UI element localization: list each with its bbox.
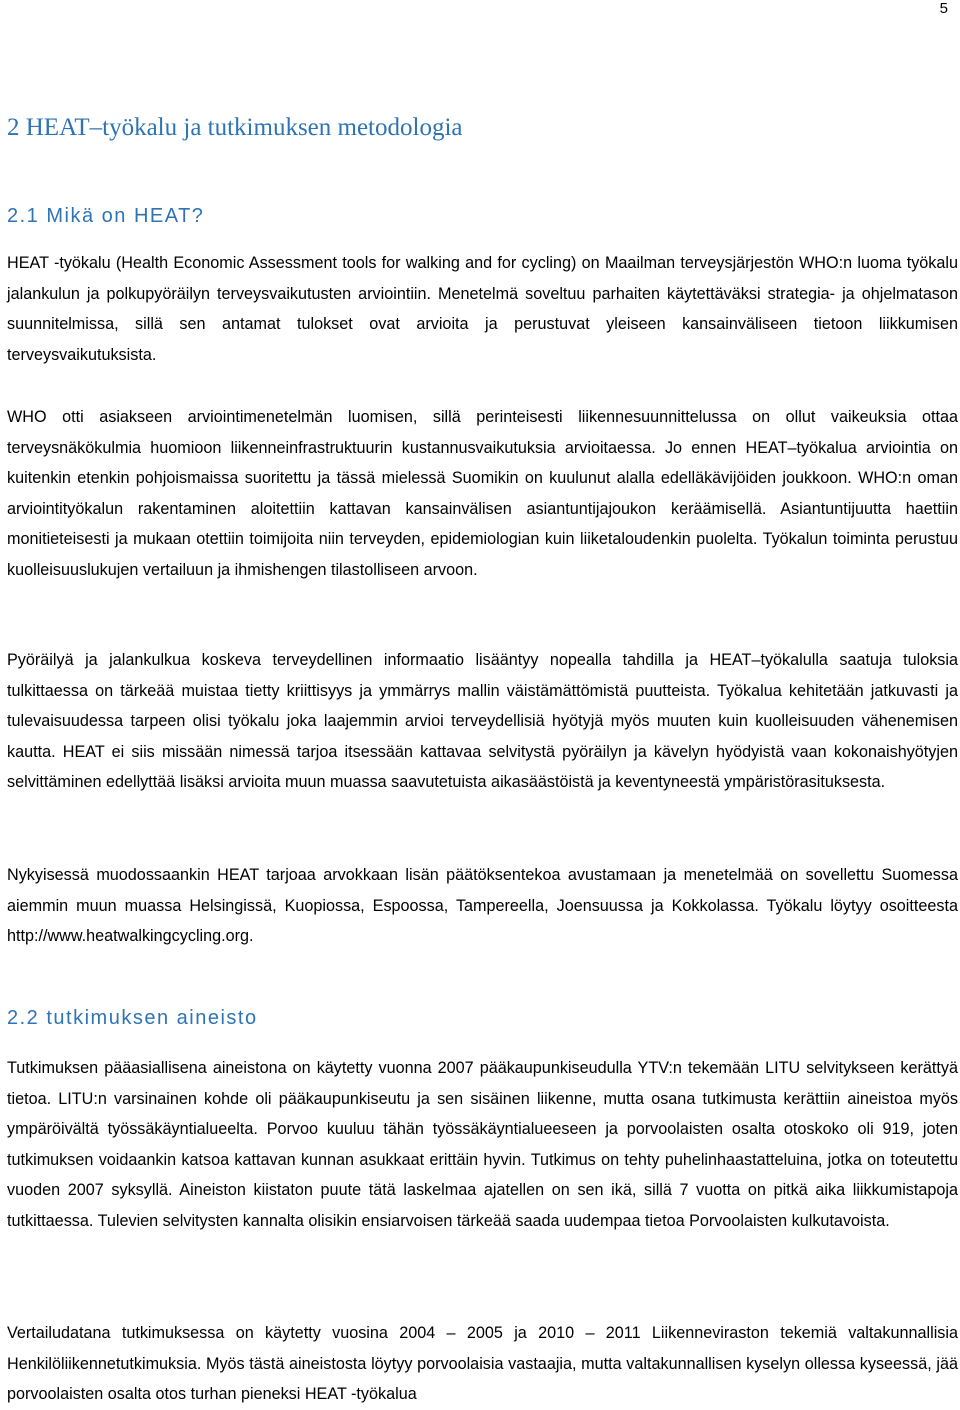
section-heading-research-data: 2.2 tutkimuksen aineisto	[7, 1007, 258, 1029]
paragraph: Tutkimuksen pääasiallisena aineistona on käytetty vuonna 2007 pääkaupunkiseudulla YTV:n tekemään LITU selvitykseen kerättyä tietoa. LITU:n varsinainen kohde oli pääkaupunkiseutu ja sen sisäinen liikenne, mutta osana tutkimusta kerättiin aineistoa myös ympäröivältä työssäkäyntialueelta. Porvoo kuuluu tähän työssäkäyntialueeseen ja porvoolaisten osalta otoskoko oli 919, joten tutkimuksen voidaankin katsoa kattavan kunnan asukkaat erittäin hyvin. Tutkimus on tehty puhelinhaastatteluina, jotka on toteutettu vuoden 2007 syksyllä. Aineiston kiistaton puute tätä laskelmaa ajatellen on sen ikä, sillä 7 vuotta on pitkä aika liikkumistapoja tutkittaessa. Tulevien selvitysten kannalta olisikin ensiarvoisen tärkeää saada uudempaa tietoa Porvoolaisten kulkutavoista.	[7, 1059, 958, 1230]
page-number: 5	[939, 0, 948, 17]
chapter-heading: 2 HEAT–työkalu ja tutkimuksen metodologia	[7, 114, 463, 141]
section-heading-what-is-heat: 2.1 Mikä on HEAT?	[7, 205, 205, 227]
paragraph: Pyöräilyä ja jalankulkua koskeva terveydellinen informaatio lisääntyy nopealla tahdilla ja HEAT–työkalulla saatuja tuloksia tulkittaessa on tärkeää muistaa tietty kriittisyys ja ymmärrys mallin väistämättömistä puutteista. Työkalua kehitetään jatkuvasti ja tulevaisuudessa tarpeen olisi työkalu joka laajemmin arvioi terveydellisiä hyötyjä myös muuten kuin kuolleisuuden vähenemisen kautta. HEAT ei siis missään nimessä tarjoa itsessään kattavaa selvitystä pyöräilyn ja kävelyn hyödyistä vaan kokonaishyötyjen selvittäminen edellyttää lisäksi arvioita muun muassa saavutetuista aikasäästöistä ja keventyneestä ympäristörasituksesta.	[7, 651, 958, 791]
paragraph: Vertailudatana tutkimuksessa on käytetty vuosina 2004 – 2005 ja 2010 – 2011 Liikenneviraston tekemiä valtakunnallisia Henkilöliikennetutkimuksia. Myös tästä aineistosta löytyy porvoolaisia vastaajia, mutta valtakunnallisen kyselyn ollessa kyseessä, jää porvoolaisten osalta otos turhan pieneksi HEAT -työkalua	[7, 1324, 958, 1403]
paragraph: WHO otti asiakseen arviointimenetelmän luomisen, sillä perinteisesti liikennesuunnittelussa on ollut vaikeuksia ottaa terveysnäkökulmia huomioon liikenneinfrastruktuurin kustannusvaikutuksia arvioitaessa. Jo ennen HEAT–työkalua arviointia on kuitenkin etenkin pohjoismaissa suoritettu ja tässä mielessä Suomikin on kuulunut alalla edelläkävijöiden joukkoon. WHO:n oman arviointityökalun rakentaminen aloitettiin kattavan kansainvälisen asiantuntijajoukon keräämisellä. Asiantuntijuutta haettiin monitieteisesti ja mukaan otettiin toimijoita niin terveyden, epidemiologian kuin liiketaloudenkin puolelta. Työkalun toiminta perustuu kuolleisuuslukujen vertailuun ja ihmishengen tilastolliseen arvoon.	[7, 408, 958, 579]
paragraph: Nykyisessä muodossaankin HEAT tarjoaa arvokkaan lisän päätöksentekoa avustamaan ja menetelmää on sovellettu Suomessa aiemmin muun muassa Helsingissä, Kuopiossa, Espoossa, Tampereella, Joensuussa ja Kokkolassa. Työkalu löytyy osoitteesta http://www.heatwalkingcycling.org.	[7, 866, 958, 945]
paragraph: HEAT -työkalu (Health Economic Assessment tools for walking and for cycling) on Maailman terveysjärjestön WHO:n luoma työkalu jalankulun ja polkupyöräilyn terveysvaikutusten arviointiin. Menetelmä soveltuu parhaiten käytettäväksi strategia- ja ohjelmatason suunnitelmissa, sillä sen antamat tulokset ovat arvioita ja perustuvat yleiseen kansainväliseen tietoon liikkumisen terveysvaikutuksista.	[7, 254, 958, 364]
